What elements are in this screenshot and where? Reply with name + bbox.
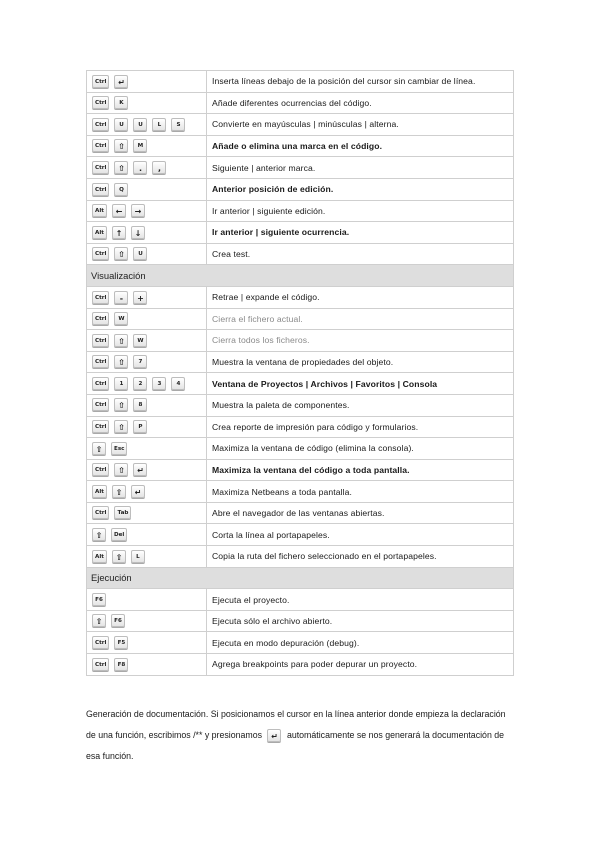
key-combination [87, 200, 207, 222]
table-row [87, 243, 514, 265]
key-combination [87, 243, 207, 265]
shortcut-description: Ventana de Proyectos | Archivos | Favoritos | Consola [207, 373, 514, 395]
keycap: 7 [133, 355, 147, 368]
keycap: . [133, 161, 147, 174]
table-row [87, 157, 514, 179]
keycap: Ctrl [92, 247, 109, 260]
keycap: Ctrl [92, 420, 109, 433]
shortcut-description: Ejecuta en modo depuración (debug). [207, 632, 514, 654]
shortcut-description: Ejecuta el proyecto. [207, 589, 514, 611]
key-combination [87, 589, 207, 611]
table-row [87, 394, 514, 416]
shortcut-description: Abre el navegador de las ventanas abiertas. [207, 502, 514, 524]
shortcut-table [86, 70, 514, 676]
key-combination [87, 157, 207, 179]
shortcut-description: Anterior posición de edición. [207, 178, 514, 200]
key-combination [87, 654, 207, 676]
section-header [87, 567, 514, 589]
shortcut-description: Maximiza Netbeans a toda pantalla. [207, 481, 514, 503]
keycap: Ctrl [92, 96, 109, 109]
shortcut-description: Convierte en mayúsculas | minúsculas | alterna. [207, 114, 514, 136]
keycap: Tab [114, 506, 131, 519]
shortcut-description: Maximiza la ventana de código (elimina la consola). [207, 438, 514, 460]
keycap: Ctrl [92, 398, 109, 411]
keycap: ↵ [114, 75, 128, 88]
keycap: 3 [152, 377, 166, 390]
keycap: Ctrl [92, 463, 109, 476]
keycap: ⇧ [114, 420, 128, 433]
keycap: ⇧ [114, 463, 128, 476]
keycap: F6 [111, 614, 125, 627]
key-combination [87, 71, 207, 93]
keycap: F8 [114, 658, 128, 671]
keycap: Alt [92, 204, 107, 217]
keycap: P [133, 420, 147, 433]
table-row [87, 546, 514, 568]
shortcut-description: Ejecuta sólo el archivo abierto. [207, 610, 514, 632]
keycap: ← [112, 204, 126, 217]
table-row [87, 632, 514, 654]
keycap: Ctrl [92, 355, 109, 368]
keycap: → [131, 204, 145, 217]
key-combination [87, 286, 207, 308]
table-row [87, 114, 514, 136]
keycap: ⇧ [92, 442, 106, 455]
keycap: ⇧ [112, 550, 126, 563]
keycap: F6 [92, 593, 106, 606]
table-row [87, 178, 514, 200]
shortcut-table-body [87, 71, 514, 676]
keycap: Alt [92, 226, 107, 239]
key-combination [87, 308, 207, 330]
keycap: , [152, 161, 166, 174]
key-combination [87, 92, 207, 114]
shortcut-description: Cierra todos los ficheros. [207, 330, 514, 352]
key-combination [87, 373, 207, 395]
shortcut-description: Maximiza la ventana del código a toda pantalla. [207, 459, 514, 481]
paragraph-text-after: automáticamente se nos generará la documentación de esa función. [86, 730, 505, 761]
keycap: L [152, 118, 166, 131]
table-row [87, 286, 514, 308]
keycap: ⇧ [114, 398, 128, 411]
key-combination [87, 524, 207, 546]
table-row [87, 502, 514, 524]
shortcut-description: Inserta líneas debajo de la posición del cursor sin cambiar de línea. [207, 71, 514, 93]
key-combination [87, 222, 207, 244]
keycap: Del [111, 528, 127, 541]
documentation-paragraph [86, 704, 516, 767]
shortcut-description: Cierra el fichero actual. [207, 308, 514, 330]
keycap: Q [114, 183, 128, 196]
key-combination [87, 114, 207, 136]
key-combination [87, 610, 207, 632]
enter-key-icon: ↵ [267, 729, 281, 742]
table-row [87, 92, 514, 114]
shortcut-description: Agrega breakpoints para poder depurar un proyecto. [207, 654, 514, 676]
table-row [87, 330, 514, 352]
keycap: U [133, 247, 147, 260]
keycap: F5 [114, 636, 128, 649]
shortcut-description: Añade diferentes ocurrencias del código. [207, 92, 514, 114]
keycap: Esc [111, 442, 127, 455]
keycap: Ctrl [92, 506, 109, 519]
table-row [87, 308, 514, 330]
keycap: Alt [92, 485, 107, 498]
table-row [87, 222, 514, 244]
keycap: 2 [133, 377, 147, 390]
table-row [87, 200, 514, 222]
shortcut-description: Ir anterior | siguiente edición. [207, 200, 514, 222]
keycap: ⇧ [92, 528, 106, 541]
table-row [87, 589, 514, 611]
paragraph-text-before: Generación de documentación. Si posicionamos el cursor en la línea anterior donde empieza la declaración de una función, escribimos /** y presionamos [86, 709, 506, 740]
keycap: ↵ [133, 463, 147, 476]
keycap: ⇧ [114, 161, 128, 174]
shortcut-description: Muestra la ventana de propiedades del objeto. [207, 351, 514, 373]
key-combination [87, 330, 207, 352]
keycap: Alt [92, 550, 107, 563]
shortcut-description: Siguiente | anterior marca. [207, 157, 514, 179]
keycap: ⇧ [92, 614, 106, 627]
shortcut-description: Crea reporte de impresión para código y formularios. [207, 416, 514, 438]
section-header [87, 265, 514, 287]
key-combination [87, 351, 207, 373]
keycap: ⇧ [114, 247, 128, 260]
key-combination [87, 502, 207, 524]
table-row [87, 481, 514, 503]
shortcut-description: Muestra la paleta de componentes. [207, 394, 514, 416]
keycap: W [133, 334, 147, 347]
table-row [87, 438, 514, 460]
keycap: Ctrl [92, 183, 109, 196]
keycap: M [133, 139, 147, 152]
keycap: 8 [133, 398, 147, 411]
shortcut-description: Crea test. [207, 243, 514, 265]
key-combination [87, 438, 207, 460]
keycap: 4 [171, 377, 185, 390]
keycap: Ctrl [92, 377, 109, 390]
keycap: ⇧ [114, 139, 128, 152]
key-combination [87, 135, 207, 157]
table-row [87, 416, 514, 438]
key-combination [87, 416, 207, 438]
keycap: Ctrl [92, 161, 109, 174]
keycap: Ctrl [92, 334, 109, 347]
keycap: ⇧ [114, 334, 128, 347]
key-combination [87, 546, 207, 568]
keycap: + [133, 291, 147, 304]
keycap: Ctrl [92, 75, 109, 88]
keycap: K [114, 96, 128, 109]
shortcut-description: Copia la ruta del fichero seleccionado en el portapapeles. [207, 546, 514, 568]
table-row [87, 524, 514, 546]
shortcut-description: Corta la línea al portapapeles. [207, 524, 514, 546]
section-title: Visualización [87, 265, 514, 287]
keycap: Ctrl [92, 118, 109, 131]
key-combination [87, 394, 207, 416]
keycap: Ctrl [92, 291, 109, 304]
table-row [87, 351, 514, 373]
keycap: 1 [114, 377, 128, 390]
keycap: ↑ [112, 226, 126, 239]
key-combination [87, 178, 207, 200]
keycap: S [171, 118, 185, 131]
keycap: Ctrl [92, 658, 109, 671]
table-row [87, 610, 514, 632]
key-combination [87, 459, 207, 481]
table-row [87, 459, 514, 481]
keycap: Ctrl [92, 312, 109, 325]
table-row [87, 654, 514, 676]
shortcut-description: Añade o elimina una marca en el código. [207, 135, 514, 157]
keycap: ⇧ [114, 355, 128, 368]
shortcut-description: Ir anterior | siguiente ocurrencia. [207, 222, 514, 244]
keycap: U [114, 118, 128, 131]
keycap: - [114, 291, 128, 304]
keycap: Ctrl [92, 139, 109, 152]
keycap: W [114, 312, 128, 325]
keycap: Ctrl [92, 636, 109, 649]
shortcut-description: Retrae | expande el código. [207, 286, 514, 308]
table-row [87, 135, 514, 157]
section-title: Ejecución [87, 567, 514, 589]
keycap: ↵ [131, 485, 145, 498]
keycap: U [133, 118, 147, 131]
keycap: ↓ [131, 226, 145, 239]
table-row [87, 71, 514, 93]
keycap: L [131, 550, 145, 563]
key-combination [87, 481, 207, 503]
keycap: ⇧ [112, 485, 126, 498]
table-row [87, 373, 514, 395]
key-combination [87, 632, 207, 654]
